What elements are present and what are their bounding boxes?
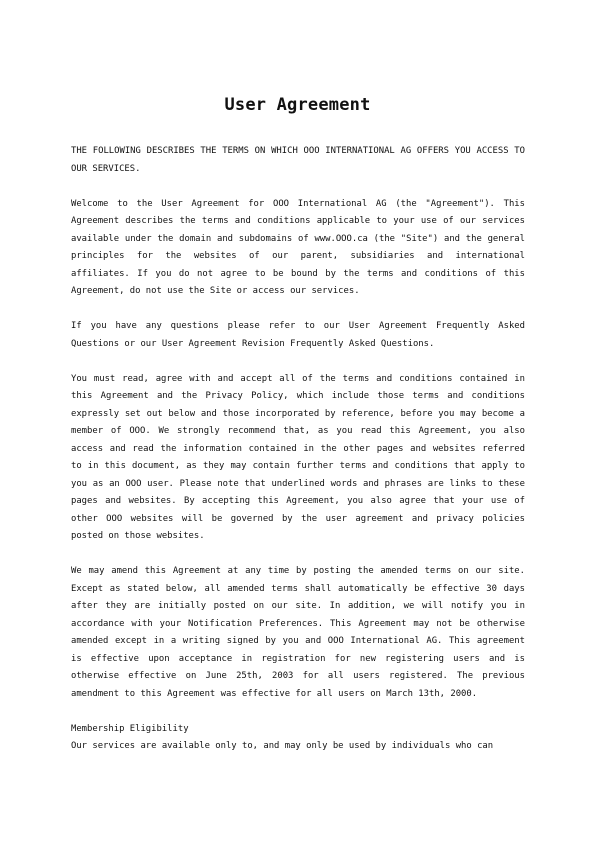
document-body: [71, 143, 525, 756]
paragraph-membership: Our services are available only to, and may only be used by individuals who can: [71, 741, 494, 751]
paragraph-must-read: You must read, agree with and accept all of the terms and conditions contained in this Agreement and the Privacy Policy, which include those terms and conditions expressly set out below and those incorporated by reference, before you may become a member of OOO. We strongly recommend that, as you read this Agreement, you also access and read the information contained in the other pages and websites referred to in this document, as they may contain further terms and conditions that apply to you as an OOO user. Please note that underlined words and phrases are links to these pages and websites. By accepting this Agreement, you also agree that your use of other OOO websites will be governed by the user agreement and privacy policies posted on those websites.: [71, 373, 525, 541]
section-heading-membership-eligibility: Membership Eligibility: [71, 723, 189, 734]
paragraph-questions: If you have any questions please refer to our User Agreement Frequently Asked Questions or our User Agreement Revision Frequently Asked Questions.: [71, 321, 525, 349]
document-title: User Agreement: [224, 95, 371, 115]
paragraph-amend: We may amend this Agreement at any time by posting the amended terms on our site. Except as stated below, all amended terms shall automatically be effective 30 days after they are initially posted on our site. In addition, we will notify you in accordance with your Notification Preferences. This Agreement may not be otherwise amended except in a writing signed by you and OOO International AG. This agreement is effective upon acceptance in registration for new registering users and is otherwise effective on June 25th, 2003 for all users registered. The previous amendment to this Agreement was effective for all users on March 13th, 2000.: [71, 566, 525, 699]
paragraph-intro: THE FOLLOWING DESCRIBES THE TERMS ON WHICH OOO INTERNATIONAL AG OFFERS YOU ACCESS TO OUR SERVICES.: [71, 146, 525, 174]
paragraph-welcome: Welcome to the User Agreement for OOO International AG (the "Agreement"). This Agreement describes the terms and conditions applicable to your use of our services available under the domain and subdomains of www.OOO.ca (the "Site") and the general principles for the websites of our parent, subsidiaries and international affiliates. If you do not agree to be bound by the terms and conditions of this Agreement, do not use the Site or access our services.: [71, 198, 525, 296]
